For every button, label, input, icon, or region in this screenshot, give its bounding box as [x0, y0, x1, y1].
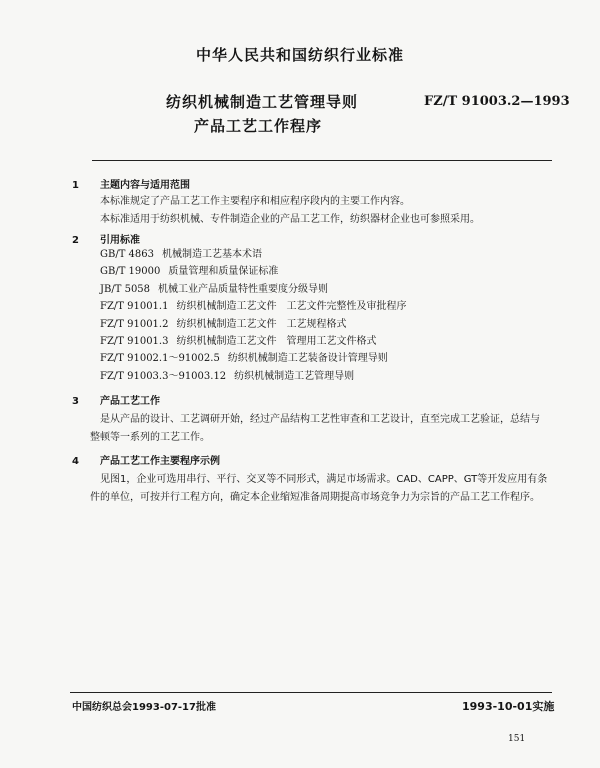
issuer-title: 中华人民共和国纺织行业标准: [195, 46, 404, 64]
page-number: 151: [508, 734, 526, 744]
reference-title: 质量管理和质量保证标准: [168, 266, 279, 278]
section-1-heading: [72, 176, 190, 191]
reference-title: 纺织机械制造工艺文件 管理用工艺文件格式: [176, 336, 377, 348]
footer-divider: [70, 692, 552, 693]
header-divider: [92, 160, 552, 161]
implementation-date: 1993-10-01实施: [462, 700, 555, 713]
paragraph: 见图1，企业可选用串行、平行、交叉等不同形式，满足市场需求。CAD、CAPP、GT等开发应用有条: [100, 474, 548, 485]
section-number: 4: [72, 456, 79, 467]
reference-title: 纺织机械制造工艺装备设计管理导则: [227, 353, 388, 365]
paragraph: 整顿等一系列的工艺工作。: [90, 432, 210, 443]
reference-code: FZ/T 91001.1: [100, 301, 169, 313]
reference-code: FZ/T 91001.2: [100, 318, 169, 330]
reference-title: 纺织机械制造工艺管理导则: [234, 370, 355, 382]
reference-item: [100, 368, 406, 385]
reference-item: [100, 333, 406, 350]
reference-code: JB/T 5058: [100, 283, 151, 295]
reference-code: GB/T 19000: [100, 266, 161, 278]
paragraph: 本标准适用于纺织机械、专件制造企业的产品工艺工作，纺织器材企业也可参照采用。: [100, 214, 480, 225]
section-3-body: [90, 411, 540, 447]
section-heading-text: 产品工艺工作主要程序示例: [100, 456, 220, 467]
section-4-heading: [72, 452, 220, 467]
reference-title: 机械制造工艺基本术语: [162, 249, 263, 260]
section-4-body: [90, 471, 547, 507]
section-heading-text: 主题内容与适用范围: [100, 180, 190, 191]
section-2-heading: [72, 231, 140, 246]
document-title-line-1: 纺织机械制造工艺管理导则: [166, 93, 359, 111]
document-title: [166, 90, 358, 138]
reference-item: [100, 246, 406, 263]
section-1-body: [100, 193, 480, 229]
document-title-line-2: 产品工艺工作程序: [194, 117, 323, 135]
section-heading-text: 引用标准: [100, 235, 140, 246]
reference-item: [100, 281, 406, 298]
section-heading-text: 产品工艺工作: [100, 396, 160, 407]
standard-code: FZ/T 91003.2—1993: [424, 94, 570, 109]
reference-item: [100, 263, 406, 280]
reference-code: GB/T 4863: [100, 249, 155, 260]
paragraph: 本标准规定了产品工艺工作主要程序和相应程序段内的主要工作内容。: [100, 196, 410, 207]
reference-title: 纺织机械制造工艺文件 工艺文件完整性及审批程序: [176, 301, 407, 313]
reference-code: FZ/T 91002.1～91002.5: [100, 353, 220, 365]
reference-item: [100, 298, 406, 315]
reference-item: [100, 350, 406, 367]
paragraph: 件的单位，可按并行工程方向，确定本企业缩短准备周期提高市场竞争力为宗旨的产品工艺工作程序。: [90, 492, 540, 503]
section-number: 2: [72, 235, 79, 246]
reference-code: FZ/T 91003.3～91003.12: [100, 370, 227, 382]
section-number: 3: [72, 396, 79, 407]
reference-title: 机械工业产品质量特性重要度分级导则: [158, 283, 329, 295]
reference-code: FZ/T 91001.3: [100, 336, 169, 348]
section-3-heading: [72, 392, 160, 407]
section-number: 1: [72, 180, 79, 191]
reference-list: [100, 246, 406, 385]
approval-statement: 中国纺织总会1993-07-17批准: [72, 702, 216, 713]
paragraph: 是从产品的设计、工艺调研开始，经过产品结构工艺性审查和工艺设计，直至完成工艺验证，总结与: [100, 414, 540, 425]
reference-item: [100, 316, 406, 333]
reference-title: 纺织机械制造工艺文件 工艺规程格式: [176, 318, 347, 330]
